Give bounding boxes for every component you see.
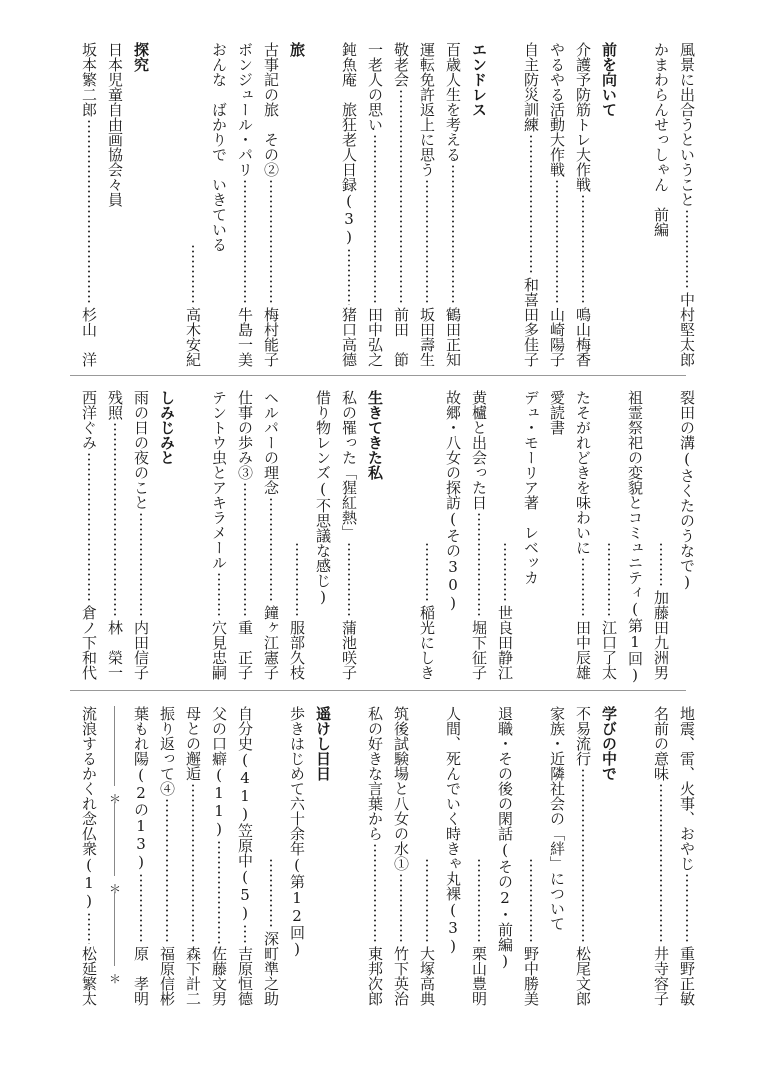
toc-entry [206, 706, 232, 1006]
entry-author: 高木安紀 [184, 307, 202, 367]
toc-entry [674, 706, 700, 1006]
toc-entry [466, 390, 492, 680]
entry-title-line [674, 390, 700, 680]
entry-title: 父の口癖(11) [210, 706, 228, 838]
entry-title: 介護予防筋トレ大作戦 [574, 42, 592, 192]
entry-author: 佐藤文男 [210, 946, 228, 1006]
toc-entry [362, 42, 388, 367]
entry-title-line [102, 42, 128, 367]
entry-title: 名前の意味 [652, 706, 670, 781]
author-line [648, 390, 674, 680]
toc-entry [76, 390, 102, 680]
leader-dots [556, 179, 558, 305]
entry-author: 梅村能子 [262, 307, 280, 367]
leader-dots [88, 119, 90, 305]
entry-title: 流浪するかくれ念仏衆(1) [80, 706, 98, 910]
leader-dots [140, 873, 142, 944]
entry-title: 母との邂逅 [184, 706, 202, 781]
entry-title: かまわらんせっしゃん 前編 [652, 42, 670, 237]
entry-title-line [518, 390, 544, 680]
entry-author: 世良田静江 [496, 605, 514, 680]
blank-column [622, 42, 648, 367]
entry-title: 私の好きな言葉から [366, 706, 384, 841]
toc-entry [128, 706, 154, 1006]
leader-dots [660, 542, 662, 588]
star-mark: ＊ [109, 882, 122, 896]
leader-dots [452, 164, 454, 305]
entry-title-line [648, 42, 674, 367]
toc-entry [544, 42, 570, 367]
leader-dots [348, 542, 350, 618]
section-heading [154, 390, 180, 680]
toc-entry [414, 42, 440, 367]
toc-entry [570, 42, 596, 367]
toc-entry [258, 390, 284, 680]
leader-dots [166, 798, 168, 944]
toc-entry [206, 390, 232, 680]
entry-author: 重野正敏 [678, 946, 696, 1006]
leader-dots [296, 542, 298, 618]
author-line [180, 42, 206, 367]
toc-entry [258, 42, 284, 367]
entry-author: 福原信彬 [158, 946, 176, 1006]
toc-entry [440, 42, 466, 367]
star-mark: ＊ [109, 972, 122, 986]
entry-title: 運転免許返上に思う [418, 42, 436, 177]
entry-title: 西洋ぐみ [80, 390, 98, 450]
section-heading-text: 旅 [288, 42, 306, 57]
entry-title: 仕事の歩み③ [236, 390, 254, 480]
entry-title: 振り返って④ [158, 706, 176, 796]
entry-author: 野中勝美 [522, 946, 540, 1006]
leader-dots [88, 912, 90, 944]
entry-author: 猪口高德 [340, 307, 358, 367]
leader-dots [504, 542, 506, 603]
toc-band-middle [60, 390, 700, 684]
section-heading-text: 探究 [132, 42, 150, 72]
entry-title: 黄櫨と出会った日 [470, 390, 488, 510]
entry-author: 吉原恒德 [236, 946, 254, 1006]
entry-title: 古事記の旅 その② [262, 42, 280, 177]
entry-author: 蒲池咲子 [340, 620, 358, 680]
entry-author: 前田 節 [392, 307, 410, 367]
toc-entry [388, 706, 414, 1006]
author-line [414, 706, 440, 1006]
blank-column [622, 706, 648, 1006]
separator-line [114, 802, 115, 876]
blank-column [388, 390, 414, 680]
toc-entry [648, 706, 674, 1006]
entry-title: 鈍魚庵 旅狂老人日録(3) [340, 42, 358, 246]
leader-dots [140, 512, 142, 618]
section-heading-text: 前を向いて [600, 42, 618, 117]
entry-title: デュ・モーリア著 レベッカ [522, 390, 540, 585]
entry-author: 原 孝明 [132, 946, 150, 1006]
entry-author: 服部久枝 [288, 620, 306, 680]
leader-dots [218, 840, 220, 944]
toc-entry [76, 706, 102, 1006]
toc-entry [674, 42, 700, 367]
entry-title-line [544, 706, 570, 1006]
section-heading [362, 390, 388, 680]
leader-dots [270, 497, 272, 603]
entry-author: 深町準之助 [262, 931, 280, 1006]
entry-title-line [206, 42, 232, 367]
section-heading-text: しみじみと [158, 390, 176, 465]
entry-author: 田中弘之 [366, 307, 384, 367]
entry-title: 故郷・八女の探訪(その30) [444, 390, 462, 612]
entry-author: 堀下征子 [470, 620, 488, 680]
entry-title: 祖霊祭祀の変貌とコミュニティ(第1回) [626, 390, 644, 684]
leader-dots [244, 179, 246, 305]
toc-entry [128, 390, 154, 680]
section-heading-text: エンドレス [470, 42, 488, 117]
section-heading [596, 42, 622, 367]
section-heading-text: 遥けし日日 [314, 706, 332, 781]
leader-dots [400, 873, 402, 944]
leader-dots [530, 134, 532, 275]
leader-dots [530, 858, 532, 944]
toc-entry [336, 42, 362, 367]
star-mark: ＊ [109, 792, 122, 806]
leader-dots [374, 843, 376, 944]
entry-title: ヘルパーの理念 [262, 390, 280, 495]
leader-dots [244, 924, 246, 944]
entry-title: 自分史(41)笠原中(5) [236, 706, 254, 922]
toc-entry [180, 706, 206, 1006]
entry-author: 坂田壽生 [418, 307, 436, 367]
author-line [284, 390, 310, 680]
entry-author: 重 正子 [236, 620, 254, 680]
leader-dots [400, 89, 402, 305]
entry-title: 地震、雷、火事、おやじ [678, 706, 696, 871]
entry-title-line [440, 390, 466, 680]
entry-title: 不易流行 [574, 706, 592, 766]
toc-entry [570, 390, 596, 680]
section-heading-text: 生きてきた私 [366, 390, 384, 480]
author-line [518, 706, 544, 1006]
blank-column [336, 706, 362, 1006]
entry-author: 倉ノ下和代 [80, 605, 98, 680]
toc-entry [76, 42, 102, 367]
entry-title: 残照 [106, 390, 124, 420]
leader-dots [686, 873, 688, 944]
toc-band-top [60, 42, 700, 367]
blank-column [310, 42, 336, 367]
entry-author: 松延繁太 [80, 946, 98, 1006]
blank-column [492, 42, 518, 367]
entry-title: 敬老会 [392, 42, 410, 87]
entry-author: 穴見忠嗣 [210, 620, 228, 680]
entry-title: たそがれどきを味わいに [574, 390, 592, 555]
toc-band-bottom [60, 706, 700, 1006]
toc-entry [362, 706, 388, 1006]
blank-column [180, 390, 206, 680]
leader-dots [114, 422, 116, 618]
entry-title: 自主防災訓練 [522, 42, 540, 132]
entry-title-line [492, 706, 518, 1006]
leader-dots [478, 512, 480, 618]
leader-dots [582, 768, 584, 944]
leader-dots [582, 194, 584, 305]
leader-dots [348, 248, 350, 305]
author-line [258, 706, 284, 1006]
author-line [492, 390, 518, 680]
entry-author: 杉山 洋 [80, 307, 98, 367]
toc-entry [232, 706, 258, 1006]
entry-author: 和喜田多佳子 [522, 277, 540, 367]
entry-title: やるやる活動大作戦 [548, 42, 566, 177]
leader-dots [270, 179, 272, 305]
section-heading [310, 706, 336, 1006]
entry-author: 森下計二 [184, 946, 202, 1006]
leader-dots [426, 179, 428, 305]
section-heading [284, 42, 310, 367]
leader-dots [582, 557, 584, 618]
entry-title: 筑後試験場と八女の水① [392, 706, 410, 871]
leader-dots [686, 209, 688, 290]
leader-dots [218, 572, 220, 618]
entry-title-line [544, 390, 570, 680]
entry-title-line [622, 390, 648, 684]
leader-dots [478, 858, 480, 944]
entry-title: 風景に出合うということ [678, 42, 696, 207]
entry-author: 中村堅太郎 [678, 292, 696, 367]
leader-dots [426, 858, 428, 944]
entry-title: 雨の日の夜のこと [132, 390, 150, 510]
separator-line [114, 706, 115, 786]
toc-entry [388, 42, 414, 367]
toc-entry [232, 42, 258, 367]
toc-entry [232, 390, 258, 680]
entry-title-line [284, 706, 310, 1006]
leader-dots [374, 134, 376, 305]
author-line [414, 390, 440, 680]
divider-rule [70, 690, 686, 691]
entry-title: 裂田の溝(さくたのうなで) [678, 390, 696, 591]
entry-title: 一老人の思い [366, 42, 384, 132]
leader-dots [426, 542, 428, 603]
leader-dots [192, 244, 194, 305]
entry-title: 家族・近隣社会の「絆」について [548, 706, 566, 931]
entry-author: 鶴田正知 [444, 307, 462, 367]
section-heading [128, 42, 154, 367]
section-heading [466, 42, 492, 367]
entry-title: 退職・その後の閑話(その2・前編) [496, 706, 514, 970]
leader-dots [192, 783, 194, 944]
leader-dots [270, 858, 272, 929]
entry-author: 鳴山梅香 [574, 307, 592, 367]
entry-title: 私の罹った「猩紅熱」 [340, 390, 358, 540]
entry-title: 歩きはじめて六十余年(第12回) [288, 706, 306, 958]
entry-author: 林 榮一 [106, 620, 124, 680]
section-heading-text: 学びの中で [600, 706, 618, 781]
entry-title: 百歳人生を考える [444, 42, 462, 162]
entry-author: 田中辰雄 [574, 620, 592, 680]
entry-title: 人間、死んでいく時きゃ丸裸(3) [444, 706, 462, 955]
entry-author: 江口了太 [600, 620, 618, 680]
leader-dots [244, 482, 246, 618]
entry-title-line [310, 390, 336, 680]
entry-author: 山崎陽子 [548, 307, 566, 367]
toc-entry [570, 706, 596, 1006]
entry-title: 坂本繁二郎 [80, 42, 98, 117]
entry-author: 竹下英治 [392, 946, 410, 1006]
entry-title: ボンジュール・パリ [236, 42, 254, 177]
author-line [596, 390, 622, 680]
star-separator [102, 706, 128, 1006]
entry-author: 大塚高典 [418, 946, 436, 1006]
entry-title: 葉もれ陽(2の13) [132, 706, 150, 871]
entry-author: 鐘ヶ江憲子 [262, 605, 280, 680]
divider-rule [70, 375, 686, 376]
entry-title: 借り物レンズ(不思議な感じ) [314, 390, 332, 606]
entry-title: 愛読書 [548, 390, 566, 435]
entry-author: 加藤田九洲男 [652, 590, 670, 680]
entry-title: テントウ虫とアキラメール [210, 390, 228, 570]
entry-author: 井寺容子 [652, 946, 670, 1006]
entry-title: おんな ばかりで いきている [210, 42, 228, 252]
entry-title-line [440, 706, 466, 1006]
entry-author: 松尾文郎 [574, 946, 592, 1006]
entry-title: 日本児童自由画協会々員 [106, 42, 124, 207]
entry-author: 内田信子 [132, 620, 150, 680]
toc-entry [518, 42, 544, 367]
entry-author: 栗山豊明 [470, 946, 488, 1006]
toc-entry [154, 706, 180, 1006]
leader-dots [660, 783, 662, 944]
separator-line [114, 892, 115, 966]
toc-entry [336, 390, 362, 680]
leader-dots [88, 452, 90, 603]
entry-author: 牛島一美 [236, 307, 254, 367]
blank-column [154, 42, 180, 367]
section-heading [596, 706, 622, 1006]
entry-author: 東邦次郎 [366, 946, 384, 1006]
author-line [466, 706, 492, 1006]
toc-entry [102, 390, 128, 680]
entry-author: 稲光にしき [418, 605, 436, 680]
leader-dots [608, 542, 610, 618]
